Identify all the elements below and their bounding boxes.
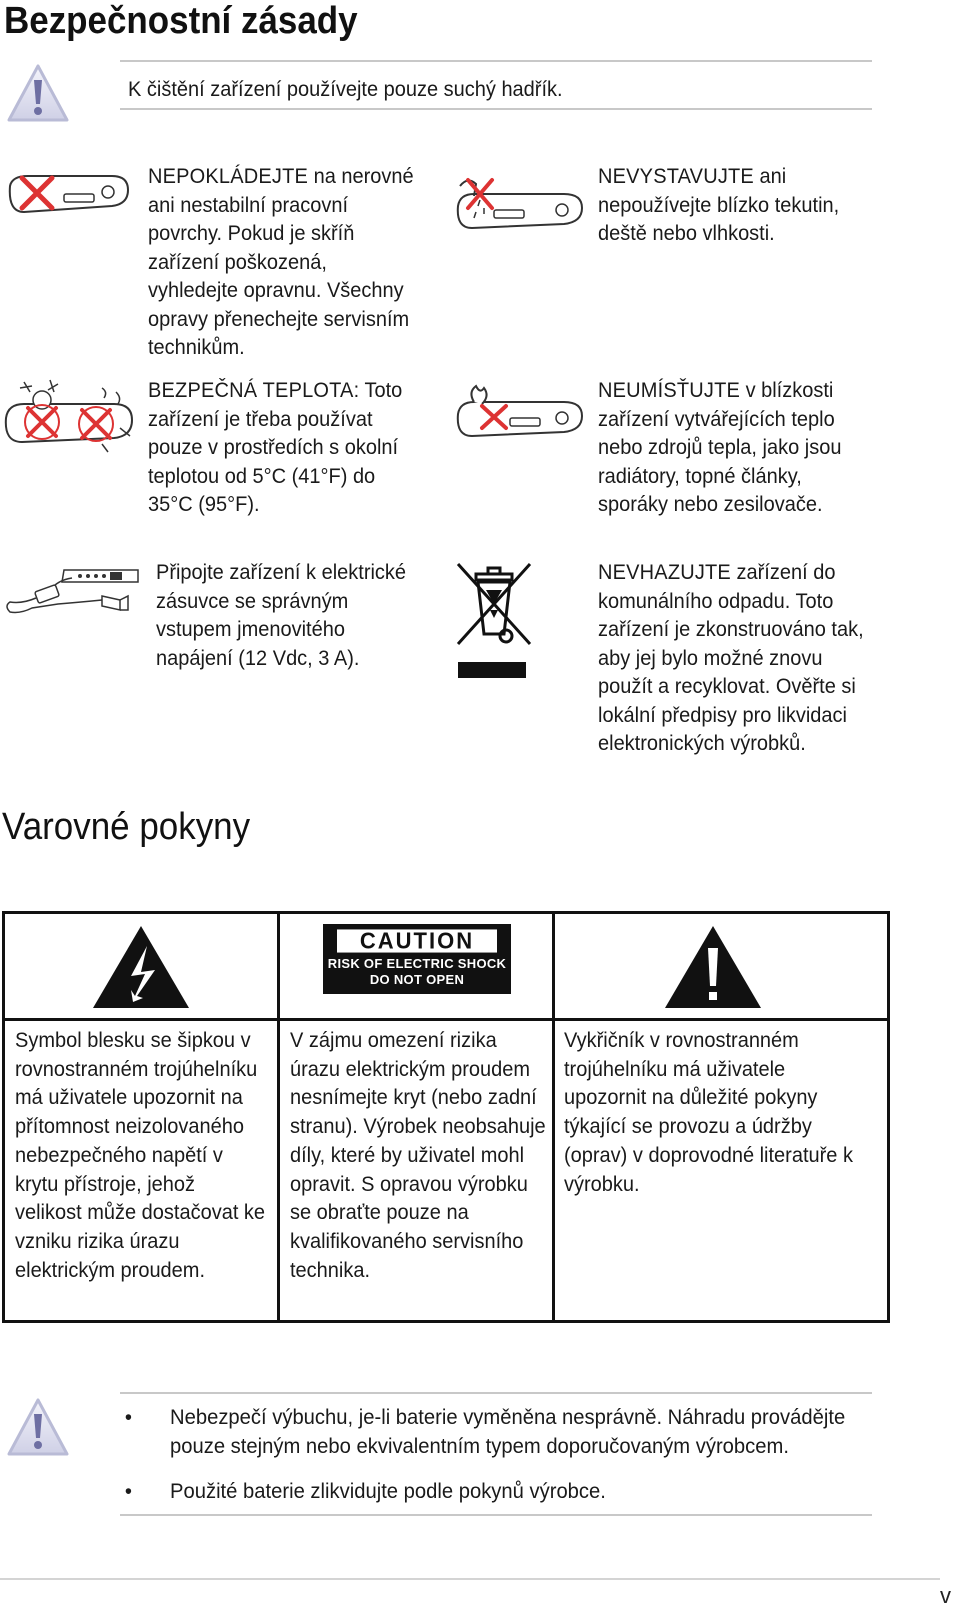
divider: [120, 60, 872, 62]
exclamation-triangle-icon: [663, 924, 763, 1010]
device-heat-icon: [454, 380, 589, 440]
warning-cell-lightning: Symbol blesku se šipkou v rovnostranném trojúhelníku má uživatele upozornit na přítomnost neizolovaného nebezpečného napětí v krytu přístroje, jehož velikost může dostačovat ke vzniku rizika úrazu elektrickým proudem.: [15, 1028, 266, 1282]
safety-item-temperature: BEZPEČNÁ TEPLOTA: Toto zařízení je třeba používat pouze v prostředích s okolní teplotou od 5°C (41°F) do 35°C (95°F).: [148, 378, 403, 516]
table-divider: [277, 914, 280, 1320]
footer-divider: [0, 1578, 940, 1580]
warning-cell-caution: V zájmu omezení rizika úrazu elektrickým proudem nesnímejte kryt (nebo zadní stranu). Výrobek neobsahuje díly, které by uživatel mohl opravit. S opravou výrobku se obraťte pouze na kvalifikovaného servisního technika.: [290, 1028, 546, 1282]
safety-item-power: Připojte zařízení k elektrické zásuvce se správným vstupem jmenovitého napájení (12 Vdc, 3 A).: [156, 560, 407, 670]
page-number: v: [940, 1583, 951, 1608]
device-liquids-icon: [454, 172, 589, 234]
weee-recycle-icon: [454, 560, 534, 680]
lightning-triangle-icon: [91, 924, 191, 1010]
divider: [120, 1514, 872, 1516]
temperature-icon: [2, 378, 136, 458]
table-divider: [552, 914, 555, 1320]
power-adapter-icon: [2, 566, 142, 626]
keyword: NEPOKLÁDEJTE: [148, 164, 309, 188]
list-item: • Nebezpečí výbuchu, je-li baterie vyměněna nesprávně. Náhradu provádějte pouze stejným nebo ekvivalentním typem doporučovaným výrobcem.: [124, 1405, 846, 1458]
caution-label: [323, 924, 511, 994]
safety-item-disposal: NEVHAZUJTE zařízení do komunálního odpadu. Toto zařízení je zkonstruováno tak, aby jej bylo možné znovu použít a recyklovat. Ověřte si lokální předpisy pro likvidaci elektronických výrobků.: [598, 560, 864, 755]
warning-cell-exclamation: Vykřičník v rovnostranném trojúhelníku má uživatele upozornit na důležité pokyny týkající se provozu a údržby (oprav) v doprovodné literatuře k výrobku.: [564, 1028, 853, 1196]
caution-label-line3: DO NOT OPEN: [369, 972, 465, 987]
warnings-title: Varovné pokyny: [2, 806, 251, 848]
warning-triangle-icon: [6, 1396, 70, 1460]
divider: [120, 108, 872, 110]
page-title: Bezpečnostní zásady: [4, 0, 358, 42]
caution-label-title: CAUTION: [337, 929, 497, 952]
battery-warning-list: [124, 1403, 890, 1506]
cleaning-note: K čištění zařízení používejte pouze suchý hadřík.: [128, 77, 563, 101]
list-item: • Použité baterie zlikvidujte podle pokynů výrobce.: [170, 1477, 894, 1506]
safety-item-surface: NEPOKLÁDEJTE na nerovné ani nestabilní pracovní povrchy. Pokud je skříň zařízení poškozená, vyhledejte opravnu. Všechny opravy přenechejte servisním technikům.: [148, 164, 414, 359]
safety-item-liquids: NEVYSTAVUJTE ani nepoužívejte blízko tekutin, deště nebo vlhkosti.: [598, 164, 840, 245]
bullet: •: [124, 1479, 132, 1503]
safety-item-heat: NEUMÍSŤUJTE v blízkosti zařízení vytvářejících teplo nebo zdrojů tepla, jako jsou radiátory, topné články, sporáky nebo zesilovače.: [598, 378, 842, 516]
bullet: •: [124, 1405, 132, 1429]
divider: [120, 1392, 872, 1394]
table-divider: [5, 1018, 887, 1021]
warnings-table: [2, 911, 890, 1323]
warning-triangle-icon: [6, 62, 70, 126]
caution-label-line2: RISK OF ELECTRIC SHOCK: [327, 956, 507, 971]
device-uneven-surface-icon: [4, 168, 132, 218]
